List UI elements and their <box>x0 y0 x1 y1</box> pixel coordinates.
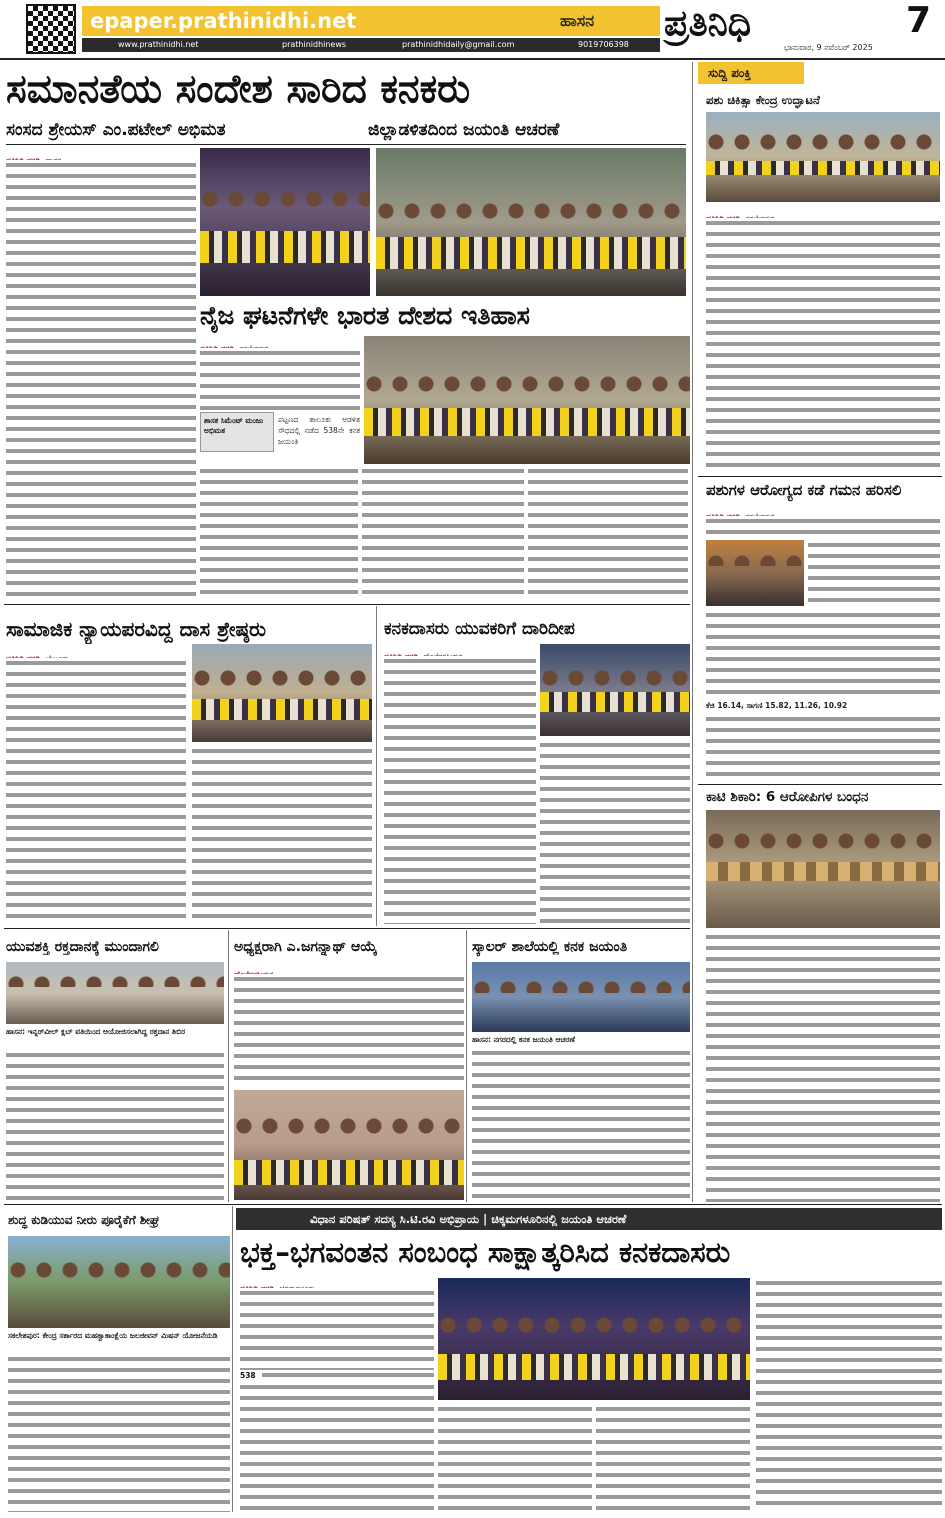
sidebar-story2-body-a <box>706 516 940 538</box>
bottom-divider <box>232 1206 233 1512</box>
bottom-left-caption: ಸಕಲೇಶಪುರ: ಕೇಂದ್ರ ಸರ್ಕಾರದ ಮಹತ್ವಾಕಾಂಕ್ಷೆಯ ಜಲಜೀವನ್ ಮಿಷನ್ ಯೋಜನೆಯಡಿ <box>8 1331 218 1340</box>
lead-subhead-a: ಸಂಸದ ಶ್ರೇಯಸ್ ಎಂ.ಪಟೇಲ್ ಅಭಿಮತ <box>6 120 226 140</box>
inner-body-d <box>528 466 688 600</box>
inner-snippet: ಪಟ್ಟಣದ ತಾಲೂಕು ಆಡಳಿತ ಸೌಧದಲ್ಲಿ ನಡೆದ 538ನೇ ಕನಕ ಜಯಂತಿ <box>278 415 360 446</box>
bottom-body-d <box>438 1404 592 1512</box>
row3-a-body <box>6 1050 224 1200</box>
bottom-headline: ಭಕ್ತ–ಭಗವಂತನ ಸಂಬಂಧ ಸಾಕ್ಷಾತ್ಕರಿಸಿದ ಕನಕದಾಸರು <box>240 1235 731 1269</box>
bottom-body-c <box>240 1382 434 1512</box>
row2-right-body-a <box>384 656 536 924</box>
lead-subhead-b: ಜಿಲ್ಲಾಡಳಿತದಿಂದ ಜಯಂತಿ ಆಚರಣೆ <box>368 120 560 140</box>
sidebar-story2-body-c <box>706 610 940 698</box>
bottom-rule <box>4 1204 942 1205</box>
row3-b-title: ಅಧ್ಯಕ್ಷರಾಗಿ ಎ.ಜಗನ್ನಾಥ್ ಆಯ್ಕೆ <box>234 939 378 955</box>
sidebar-rule-2 <box>698 784 942 785</box>
row2-left-body-a <box>6 658 186 924</box>
row3-divider-a <box>228 930 229 1202</box>
lead-headline: ಸಮಾನತೆಯ ಸಂದೇಶ ಸಾರಿದ ಕನಕರು <box>6 67 471 112</box>
inner-box-label: ಶಾಸಕ ಸಿಮೆಂಟ್ ಮಂಜು ಅಭಿಮತ <box>204 416 264 435</box>
bottom-kicker: ವಿಧಾನ ಪರಿಷತ್ ಸದಸ್ಯ ಸಿ.ಟಿ.ರವಿ ಅಭಿಪ್ರಾಯ | ಚಿಕ್ಕಮಗಳೂರಿನಲ್ಲಿ ಜಯಂತಿ ಆಚರಣೆ <box>310 1212 627 1226</box>
bottom-body-a <box>240 1288 434 1370</box>
bottom-left-body <box>8 1354 230 1512</box>
site-url[interactable]: epaper.prathinidhi.net <box>90 9 357 33</box>
bottom-left-title: ಶುದ್ಧ ಕುಡಿಯುವ ನೀರು ಪೂರೈಕೆಗೆ ಶೀಘ್ರ <box>8 1213 160 1227</box>
row2-left-title: ಸಾಮಾಜಿಕ ನ್ಯಾಯಪರವಿದ್ದ ದಾಸ ಶ್ರೇಷ್ಠರು <box>6 617 266 641</box>
row2-right-body-b <box>540 740 690 924</box>
inner-body-b <box>200 466 358 600</box>
qr-code-icon <box>26 4 76 54</box>
inner-body-c <box>362 466 524 600</box>
phone-number: 9019706398 <box>578 40 629 49</box>
bottom-body-f <box>756 1278 942 1512</box>
sidebar-story2-body-b <box>808 540 940 606</box>
lead-rule <box>6 144 686 145</box>
sidebar-story2-title: ಪಶುಗಳ ಆರೋಗ್ಯದ ಕಡೆ ಗಮನ ಹರಿಸಲಿ <box>706 481 902 499</box>
row2-left-body-b <box>192 746 372 924</box>
email-link[interactable]: prathinidhidaily@gmail.com <box>402 40 515 49</box>
row3-a-title: ಯುವಶಕ್ತಿ ರಕ್ತದಾನಕ್ಕೆ ಮುಂದಾಗಲಿ <box>6 939 159 955</box>
inner-headline: ನೈಜ ಘಟನೆಗಳೇ ಭಾರತ ದೇಶದ ಇತಿಹಾಸ <box>200 301 530 330</box>
sidebar-story3-photo <box>706 810 940 928</box>
row3-c-photo <box>472 962 690 1032</box>
lead-photo-stage <box>200 148 370 296</box>
row3-b-body-a <box>234 974 464 1086</box>
masthead <box>0 0 945 58</box>
row3-a-photo <box>6 962 224 1024</box>
row3-c-caption: ಹಾಸನ: ನಗರದಲ್ಲಿ ಕನಕ ಜಯಂತಿ ಆಚರಣೆ <box>472 1035 575 1044</box>
masthead-divider <box>0 58 945 60</box>
inner-photo <box>364 336 690 464</box>
lead-photo-group <box>376 148 686 296</box>
row3-c-body <box>472 1048 690 1200</box>
sidebar-story1-photo <box>706 112 940 202</box>
row2-left-photo <box>192 644 372 742</box>
page-number: 7 <box>906 0 932 41</box>
sidebar-story2-body-d <box>706 714 940 780</box>
row3-a-caption: ಹಾಸನ: ಇನ್ನರ್‌ವೀಲ್ ಕ್ಲಬ್ ವತಿಯಿಂದ ಆಯೋಜಿಸಲಾಗಿದ್ದ ರಕ್ತದಾನ ಶಿಬಿರ <box>6 1027 186 1036</box>
brand-logo: ಪ್ರತಿನಿಧಿ <box>664 3 752 44</box>
issue-date: ಭಾನುವಾರ, 9 ನವೆಂಬರ್ 2025 <box>784 43 873 52</box>
row3-divider-b <box>466 930 467 1202</box>
website-link[interactable]: www.prathinidhi.net <box>118 40 199 49</box>
inner-body-a <box>200 348 360 410</box>
row2-right-title: ಕನಕದಾಸರು ಯುವಕರಿಗೆ ದಾರಿದೀಪ <box>384 619 575 639</box>
edition-label: ಹಾಸನ <box>560 11 595 30</box>
sidebar-divider <box>692 62 693 1202</box>
sidebar-story3-title: ಕಾಟಿ ಶಿಕಾರಿ: 6 ಆರೋಪಿಗಳ ಬಂಧನ <box>706 789 869 805</box>
social-handle[interactable]: prathinidhinews <box>282 40 347 49</box>
sidebar-story2-photo <box>706 540 804 606</box>
sidebar-story1-title: ಪಶು ಚಿಕಿತ್ಸಾ ಕೇಂದ್ರ ಉದ್ಘಾಟನೆ <box>706 93 820 107</box>
bottom-count: 538 <box>240 1371 256 1380</box>
row3-c-title: ಸ್ಕಾಲರ್ ಶಾಲೆಯಲ್ಲಿ ಕನಕ ಜಯಂತಿ <box>472 939 628 955</box>
sidebar-rule-1 <box>698 476 942 477</box>
sidebar-tag: ಸುದ್ದಿ ಪಂಕ್ತಿ <box>708 66 751 80</box>
sidebar-story2-figures: ಕೆಜಿ 16.14, ಸಾಗಣಿ 15.82, 11.26, 10.92 <box>706 701 848 710</box>
row2-rule <box>4 604 690 605</box>
row3-rule <box>4 928 690 929</box>
bottom-photo <box>438 1278 750 1400</box>
sidebar-story3-body <box>706 932 940 1202</box>
row2-right-photo <box>540 644 690 736</box>
row2-divider <box>376 606 377 926</box>
bottom-body-b <box>262 1370 434 1381</box>
lead-body-text <box>6 160 196 600</box>
row3-b-photo <box>234 1090 464 1200</box>
bottom-left-photo <box>8 1236 230 1328</box>
inner-box <box>200 412 274 452</box>
bottom-body-e <box>596 1404 750 1512</box>
sidebar-story1-body <box>706 218 940 474</box>
